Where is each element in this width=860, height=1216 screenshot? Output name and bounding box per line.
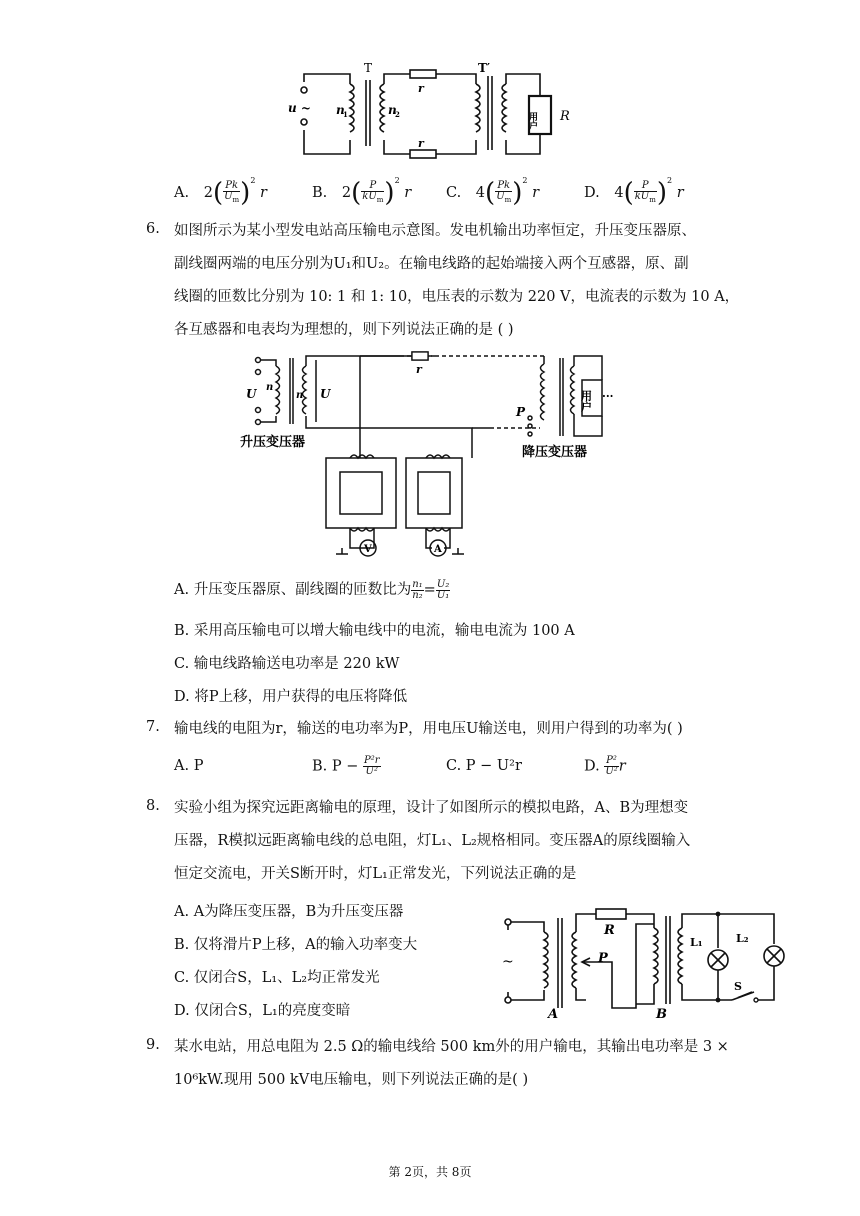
q6-transmission-figure xyxy=(240,350,620,560)
q5-label-R: R xyxy=(560,109,570,124)
q6-label-ammeter: A xyxy=(434,544,442,555)
q5-label-T: T xyxy=(364,61,373,75)
q8-label-B: B xyxy=(656,1007,667,1022)
q8-label-R: R xyxy=(604,923,615,938)
q8-circuit-figure xyxy=(496,904,796,1024)
q5-label-n1-sub: 1 xyxy=(343,110,348,119)
q6-option-d[interactable]: D. 将P上移，用户获得的电压将降低 xyxy=(174,689,408,705)
q8-option-d[interactable]: D. 仅闭合S，L₁的亮度变暗 xyxy=(174,1003,351,1019)
q8-label-A: A xyxy=(548,1007,559,1022)
q6-label-n2: n xyxy=(296,390,304,401)
q6-option-c[interactable]: C. 输电线路输送电功率是 220 kW xyxy=(174,656,400,672)
q7-option-b[interactable]: B. P − $\frac{\text{P²r}}{\text{U²}}$ xyxy=(312,755,380,777)
q5-label-r-bottom: r xyxy=(418,137,424,150)
q5-label-user: 用户 xyxy=(527,112,537,130)
q6-label-U1: U xyxy=(246,387,257,401)
q8-stem-line1: 实验小组为探究远距离输电的原理，设计了如图所示的模拟电路，A、B为理想变 xyxy=(174,800,689,816)
q5-option-d[interactable]: D. 4( $\frac{P}{kU_m}$ )$^2$ r xyxy=(584,176,684,208)
q6-label-r: r xyxy=(416,363,422,376)
q7-number: 7. xyxy=(146,719,160,735)
page-footer: 第 2页，共 8页 xyxy=(388,1165,472,1179)
q6-option-b[interactable]: B. 采用高压输电可以增大输电线中的电流，输电电流为 100 A xyxy=(174,623,575,639)
q6-stem-line2: 副线圈两端的电压分别为U₁和U₂。在输电线路的起始端接入两个互感器，原、副 xyxy=(174,256,689,272)
q6-stem-line1: 如图所示为某小型发电站高压输电示意图。发电机输出功率恒定，升压变压器原、 xyxy=(174,223,696,239)
q6-option-a[interactable]: A. 升压变压器原、副线圈的匝数比为 $\frac{\text{n₁}}{\text{n₂}}$ = $\frac{\text{U₂}}{\text{U₁}}$ xyxy=(174,578,450,601)
q9-number: 9. xyxy=(146,1037,160,1053)
q6-label-user: 用户 xyxy=(579,390,593,412)
q8-label-L2: L₂ xyxy=(736,932,749,945)
q6-stem-line3: 线圈的匝数比分别为 10: 1 和 1: 10，电压表的示数为 220 V，电流表的示数为 10 A， xyxy=(174,289,740,305)
q6-label-U2: U xyxy=(320,387,331,401)
q5-label-r-top: r xyxy=(418,82,424,95)
q5-label-n2-sub: 2 xyxy=(395,110,400,119)
q7-option-c[interactable]: C. P − U²r xyxy=(446,758,522,774)
q8-option-b[interactable]: B. 仅将滑片P上移，A的输入功率变大 xyxy=(174,937,418,953)
q5-label-n2: n xyxy=(388,103,397,117)
q8-number: 8. xyxy=(146,798,160,814)
q5-label-u: u ~ xyxy=(288,101,311,115)
q6-label-dots: ··· xyxy=(602,390,614,403)
q9-stem-line1: 某水电站，用总电阻为 2.5 Ω的输电线给 500 km外的用户输电，其输出电功率是 3 × xyxy=(174,1039,729,1055)
q6-label-n1: n xyxy=(266,382,274,393)
q8-label-L1: L₁ xyxy=(690,936,703,949)
q5-option-c[interactable]: C. 4( $\frac{Pk}{U_m}$ )$^2$ r xyxy=(446,176,540,208)
q5-option-a[interactable]: A. 2( $\frac{Pk}{U_m}$ )$^2$ r xyxy=(174,176,267,208)
q9-stem-line2: 10⁶kW.现用 500 kV电压输电，则下列说法正确的是( ) xyxy=(174,1072,529,1088)
q8-label-P: P xyxy=(598,951,608,966)
q8-option-a[interactable]: A. A为降压变压器，B为升压变压器 xyxy=(174,904,404,920)
q6-label-P: P xyxy=(516,405,526,419)
q6-line-resistor xyxy=(412,352,428,360)
q6-label-voltmeter: V xyxy=(364,544,372,555)
q7-option-a[interactable]: A. P xyxy=(174,758,204,774)
q5-label-T-prime: T′ xyxy=(478,61,491,75)
q8-label-ac: ~ xyxy=(502,954,514,970)
q6-number: 6. xyxy=(146,221,160,237)
q5-option-b[interactable]: B. 2( $\frac{P}{kU_m}$ )$^2$ r xyxy=(312,176,412,208)
q7-option-d[interactable]: D. $\frac{\text{P²}}{\text{U²}}$ r xyxy=(584,755,626,777)
q6-stem-line4: 各互感器和电表均为理想的，则下列说法正确的是 ( ) xyxy=(174,322,514,338)
q8-stem-line2: 压器，R模拟远距离输电线的总电阻，灯L₁、L₂规格相同。变压器A的原线圈输入 xyxy=(174,833,691,849)
q8-option-c[interactable]: C. 仅闭合S，L₁、L₂均正常发光 xyxy=(174,970,380,986)
q7-stem: 输电线的电阻为r，输送的电功率为P，用电压U输送电，则用户得到的功率为( ) xyxy=(174,721,683,737)
q8-label-S: S xyxy=(734,980,742,993)
q6-label-step-down: 降压变压器 xyxy=(522,445,588,460)
q8-stem-line3: 恒定交流电，开关S断开时，灯L₁正常发光，下列说法正确的是 xyxy=(174,866,577,882)
q5-circuit-figure xyxy=(280,62,580,162)
q5-label-n1: n xyxy=(336,103,345,117)
q6-label-step-up: 升压变压器 xyxy=(240,435,306,450)
